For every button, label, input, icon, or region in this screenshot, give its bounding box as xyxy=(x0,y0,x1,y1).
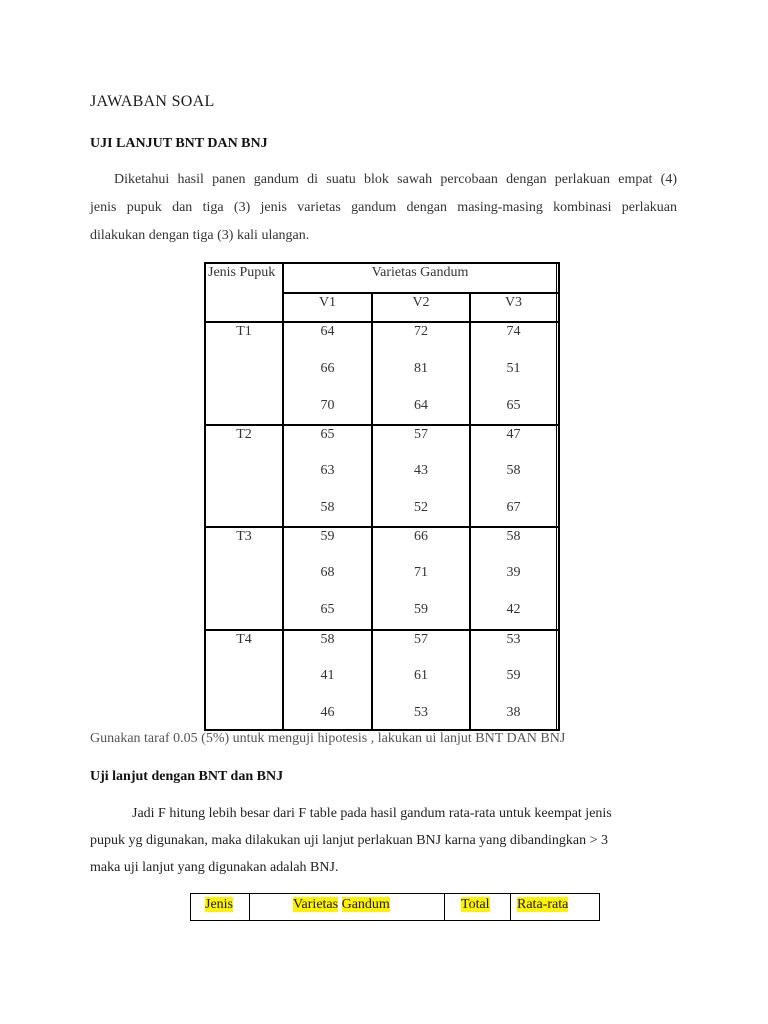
table-cell: 64 xyxy=(414,398,428,413)
table-divider xyxy=(206,526,560,528)
row-header: Jenis Pupuk xyxy=(208,265,276,280)
table-cell: 58 xyxy=(506,463,521,478)
intro-line-3: dilakukan dengan tiga (3) kali ulangan. xyxy=(90,228,310,243)
table-cell: 59 xyxy=(506,668,521,683)
table-cell: 58 xyxy=(320,500,335,515)
intro-line-1: Diketahui hasil panen gandum di suatu blok sawah percobaan dengan perlakuan empat (4) xyxy=(114,172,677,187)
table-cell: 39 xyxy=(506,565,521,580)
table-cell: 42 xyxy=(506,602,521,617)
table-cell: 65 xyxy=(320,427,335,442)
body-line-2: pupuk yg digunakan, maka dilakukan uji lanjut perlakuan BNJ karna yang dibandingkan > 3 xyxy=(90,833,608,848)
column-header-v1: V1 xyxy=(318,295,337,310)
table-cell: 65 xyxy=(506,398,521,413)
instruction-note: Gunakan taraf 0.05 (5%) untuk menguji hipotesis , lakukan ui lanjut BNT DAN BNJ xyxy=(90,731,566,746)
table-cell: 66 xyxy=(414,529,428,544)
table-cell: 59 xyxy=(320,529,335,544)
table-cell: 64 xyxy=(320,324,335,339)
table-cell: 57 xyxy=(414,427,428,442)
table-cell: 61 xyxy=(414,668,428,683)
table-divider xyxy=(556,264,557,729)
body-line-3: maka uji lanjut yang digunakan adalah BNJ. xyxy=(90,860,339,875)
table-cell: 41 xyxy=(320,668,335,683)
table-cell: 53 xyxy=(506,632,521,647)
table-cell: 52 xyxy=(414,500,428,515)
table-cell: 81 xyxy=(414,361,428,376)
column-header-v3: V3 xyxy=(504,295,523,310)
header-jenis: Jenis xyxy=(205,897,233,912)
table-cell: 65 xyxy=(320,602,335,617)
header-rata-rata: Rata-rata xyxy=(517,897,569,912)
header-total: Total xyxy=(461,897,490,912)
table-cell: 43 xyxy=(414,463,428,478)
intro-line-2: jenis pupuk dan tiga (3) jenis varietas gandum dengan masing-masing kombinasi perlakuan xyxy=(90,200,677,215)
row-label-t4: T4 xyxy=(236,632,252,647)
table-cell: 38 xyxy=(506,705,521,720)
table-cell: 68 xyxy=(320,565,335,580)
table-cell: 71 xyxy=(414,565,428,580)
table-cell: 46 xyxy=(320,705,335,720)
table-cell: 72 xyxy=(414,324,428,339)
row-label-t1: T1 xyxy=(236,324,252,339)
table-divider xyxy=(510,894,511,920)
table-divider xyxy=(206,629,560,631)
table-divider xyxy=(282,292,560,294)
body-line-1: Jadi F hitung lebih besar dari F table pada hasil gandum rata-rata untuk keempat jenis xyxy=(132,806,612,821)
table-cell: 53 xyxy=(414,705,428,720)
table-divider xyxy=(206,424,560,426)
table-divider xyxy=(444,894,445,920)
document-subtitle: UJI LANJUT BNT DAN BNJ xyxy=(90,136,268,151)
table-cell: 66 xyxy=(320,361,335,376)
summary-table-header xyxy=(190,893,600,921)
table-cell: 58 xyxy=(320,632,335,647)
table-divider xyxy=(206,321,560,323)
column-header-v2: V2 xyxy=(412,295,430,310)
row-label-t2: T2 xyxy=(236,427,252,442)
document-title: JAWABAN SOAL xyxy=(90,93,215,110)
header-varietas-gandum: Varietas Gandum xyxy=(293,897,390,912)
table-divider xyxy=(249,894,250,920)
section-heading: Uji lanjut dengan BNT dan BNJ xyxy=(90,769,284,784)
row-label-t3: T3 xyxy=(236,529,252,544)
table-cell: 59 xyxy=(414,602,428,617)
data-table xyxy=(204,262,560,731)
table-cell: 58 xyxy=(506,529,521,544)
table-cell: 70 xyxy=(320,398,335,413)
table-cell: 63 xyxy=(320,463,335,478)
table-cell: 51 xyxy=(506,361,521,376)
group-header: Varietas Gandum xyxy=(371,265,469,280)
table-cell: 47 xyxy=(506,427,521,442)
table-cell: 74 xyxy=(506,324,521,339)
table-cell: 67 xyxy=(506,500,521,515)
table-cell: 57 xyxy=(414,632,428,647)
